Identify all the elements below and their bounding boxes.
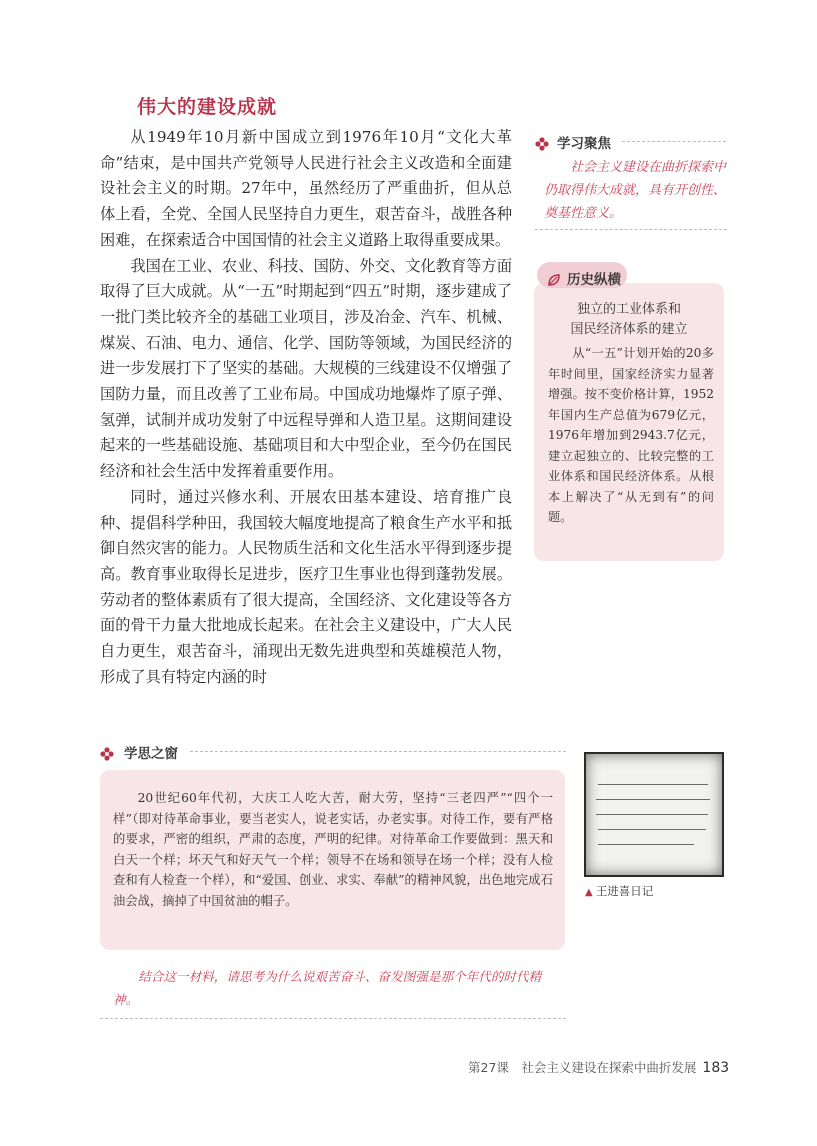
think-window-label: 学思之窗 xyxy=(124,746,178,762)
footer-chapter: 第27课 社会主义建设在探索中曲折发展 xyxy=(468,1060,697,1075)
study-focus-heading xyxy=(535,132,611,152)
flower-icon xyxy=(100,747,114,761)
history-label: 历史纵横 xyxy=(567,272,621,288)
divider xyxy=(100,1018,566,1019)
divider xyxy=(190,751,566,752)
triangle-icon: ▲ xyxy=(585,887,593,898)
study-focus-text: 社会主义建设在曲折探索中仍取得伟大成就，具有开创性、奠基性意义。 xyxy=(544,160,727,221)
history-title-line-2: 国民经济体系的建立 xyxy=(570,322,688,337)
think-question: 结合这一材料，请思考为什么说艰苦奋斗、奋发图强是那个年代的时代精神。 xyxy=(113,969,542,1007)
page-number: 183 xyxy=(702,1060,730,1076)
study-focus-label: 学习聚焦 xyxy=(557,136,611,152)
image-caption-text: 王进喜日记 xyxy=(595,884,654,898)
history-title xyxy=(534,300,724,340)
diary-image xyxy=(584,752,724,877)
paragraph-1: 从1949年10月新中国成立到1976年10月“文化大革命”结束，是中国共产党领导人民进行社会主义改造和全面建设社会主义的时期。27年中，虽然经历了严重曲折，但从总体上看，全党、全国人民坚持自力更生，艰苦奋斗，战胜各种困难，在探索适合中国国情的社会主义道路上取得重要成果。 xyxy=(100,128,512,249)
history-title-line-1: 独立的工业体系和 xyxy=(576,302,681,317)
history-text: 从“一五”计划开始的20多年时间里，国家经济实力显著增强。按不变价格计算，1952年国内生产总值为679亿元，1976年增加到2943.7亿元，建立起独立的、比较完整的工业体系和国民经济体系。从根本上解决了“从无到有”的问题。 xyxy=(548,346,714,524)
think-window-text: 20世纪60年代初，大庆工人吃大苦，耐大劳，坚持“三老四严”“四个一样”（即对待革命事业，要当老实人，说老实话，办老实事。对待工作，要有严格的要求，严密的组织，严肃的态度，严明的纪律。对待革命工作要做到：黑天和白天一个样；坏天气和好天气一个样；领导不在场和领导在场一个样；没有人检查和有人检查一个样），和“爱国、创业、求实、奉献”的精神风貌，出色地完成石油会战，摘掉了中国贫油的帽子。 xyxy=(113,791,553,908)
divider xyxy=(535,229,727,230)
leaf-icon xyxy=(547,273,561,287)
section-title: 伟大的建设成就 xyxy=(137,96,278,118)
paragraph-3: 同时，通过兴修水利、开展农田基本建设、培育推广良种、提倡科学种田，我国较大幅度地提高了粮食生产水平和抵御自然灾害的能力。人民物质生活和文化生活水平得到逐步提高。教育事业取得长足进步，医疗卫生事业也得到蓬勃发展。劳动者的整体素质有了很大提高，全国经济、文化建设等各方面的骨干力量大批地成长起来。在社会主义建设中，广大人民自力更生，艰苦奋斗，涌现出无数先进典型和英雄模范人物，形成了具有特定内涵的时 xyxy=(100,487,512,686)
image-caption xyxy=(585,883,653,899)
think-window-heading xyxy=(100,742,178,762)
paragraph-2: 我国在工业、农业、科技、国防、外交、文化教育等方面取得了巨大成就。从“一五”时期起到“四五”时期，逐步建成了一批门类比较齐全的基础工业项目，涉及冶金、汽车、机械、煤炭、石油、电力、通信、化学、国防等领域，为国民经济的进一步发展打下了坚实的基础。大规模的三线建设不仅增强了国防力量，而且改善了工业布局。中国成功地爆炸了原子弹、氢弹，试制并成功发射了中远程导弹和人造卫星。这期间建设起来的一些基础设施、基础项目和大中型企业，至今仍在国民经济和社会生活中发挥着重要作用。 xyxy=(100,256,512,481)
divider xyxy=(622,141,726,142)
main-body-text xyxy=(100,125,512,690)
history-heading xyxy=(547,268,621,288)
page-footer xyxy=(468,1058,729,1076)
flower-icon xyxy=(535,137,549,151)
